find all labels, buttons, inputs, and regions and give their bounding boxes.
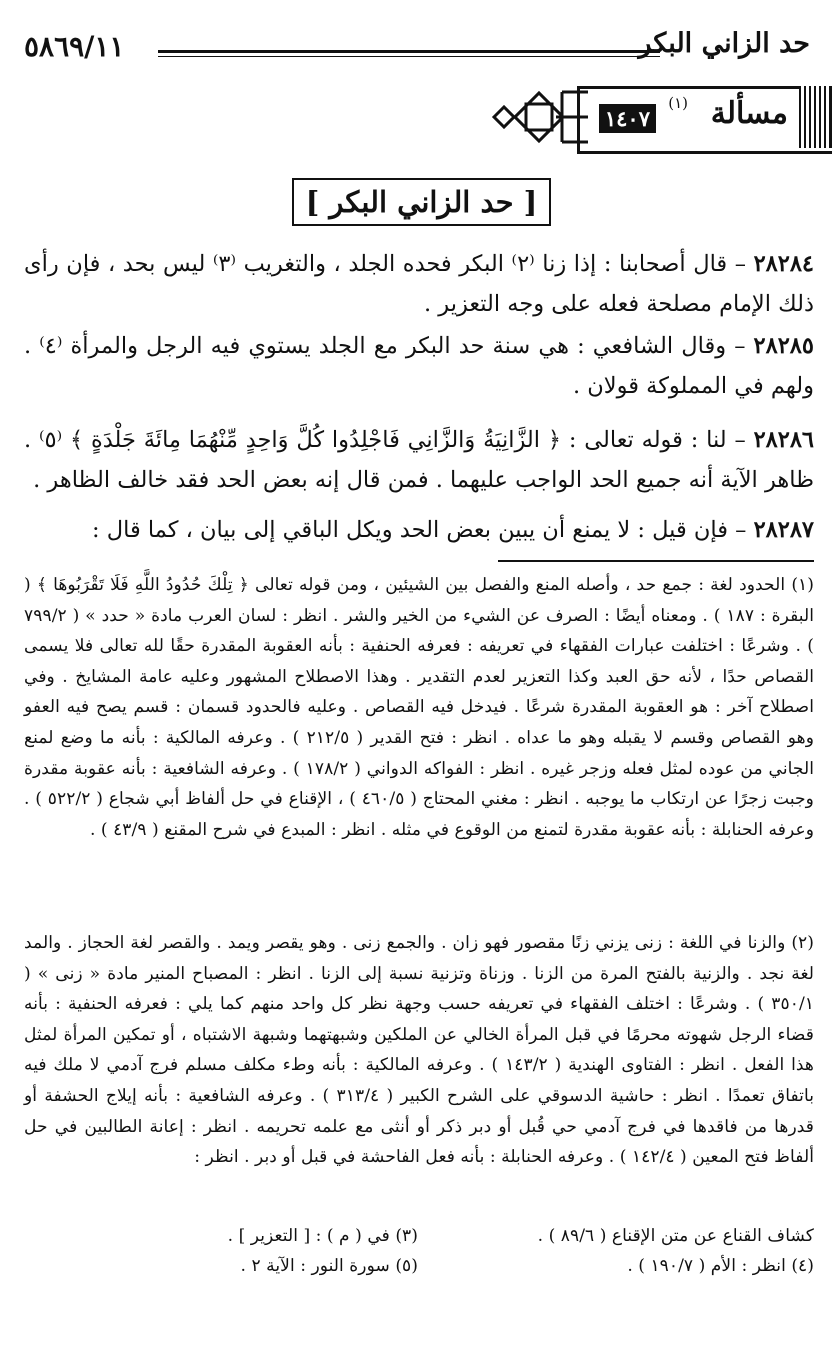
masala-number: ١٤٠٧ [599,104,656,133]
masala-note-ref: (١) [668,94,688,112]
footnote-3: (٣) في ( م ) : [ التعزير ] . [227,1226,418,1246]
running-title: حد الزاني البكر [638,28,810,59]
footnote-2-end: كشاف القناع عن متن الإقناع ( ٨٩/٦ ) . [537,1226,814,1246]
header-rule [158,50,660,53]
footnote-1: (١) الحدود لغة : جمع حد ، وأصله المنع والفصل بين الشيئين ، ومن قوله تعالى ﴿ تِلْكَ حُدُودُ اللَّهِ فَلَا تَقْرَبُوهَا ﴾ ( البقرة : ١٨٧ ) . ومعناه أيضًا : الصرف عن الشيء من الخير والشر . انظر : لسان العرب مادة « حدد » ( ٧٩٩/٢ ) . وشرعًا : اختلفت عبارات الفقهاء في تعريفه : فعرفه الحنفية : بأنه العقوبة المقدرة حقًا لله تعالى فلا يسمى القصاص حدًا ، لأنه حق العبد وكذا التعزير لعدم التقدير . وهذا الاصطلاح المشهور وعليه عامة المشايخ . وفي اصطلاح آخر : هو العقوبة المقدرة شرعًا . فيدخل فيه القصاص . وعليه فالحدود قسمان : قسم يصح فيه العفو وهو القصاص وقسم لا يقبله وهو ما عداه . انظر : فتح القدير ( ٢١٢/٥ ) . وعرفه المالكية : بأنه ما وضع لمنع الجاني من عوده لمثل فعله وزجر غيره . انظر : الفواكه الدواني ( ١٧٨/٢ ) . وعرفه الشافعية : بأنه عقوبة مقدرة وجبت زجرًا عن ارتكاب ما يوجبه . انظر : مغني المحتاج ( ٤٦٠/٥ ) ، الإقناع في حل ألفاظ أبي شجاع ( ٥٢٢/٢ ) . وعرفه الحنابلة : بأنه عقوبة مقدرة لتمنع من الوقوع في مثله . انظر : المبدع في شرح المقنع ( ٤٣/٩ ) . [24,575,814,840]
footnote-5: (٥) سورة النور : الآية ٢ . [240,1256,418,1276]
paragraph-text: – لنا : قوله تعالى : ﴿ الزَّانِيَةُ وَالزَّانِي فَاجْلِدُوا كُلَّ وَاحِدٍ مِّنْهُمَا مِائَةَ جَلْدَةٍ ﴾ ⁽٥⁾ . ظاهر الآية أنه جميع الحد الواجب عليهما . فمن قال إنه بعض الحد فقد خالف الظاهر . [24,427,814,493]
footnote-2: (٢) والزنا في اللغة : زنى يزني زنًا مقصور فهو زان . والجمع زنى . وهو يقصر ويمد . والقصر لغة الحجاز . والمد لغة نجد . والزنية بالفتح المرة من الزنا . وزناة وتزنية نسبة إلى الزنا . انظر : المصباح المنير مادة « زنى » ( ٣٥٠/١ ) . وشرعًا : اختلف الفقهاء في تعريفه حسب وجهة نظر كل واحد منهم كما يلي : فعرفه الحنفية : بأنه قضاء الرجل شهوته محرمًا في قبل المرأة الخالي عن الملكين وشبهتهما وشبهة الاشتباه ، أو تمكين المرأة لمثل هذا الفعل . انظر : الفتاوى الهندية ( ١٤٣/٢ ) . وعرفه المالكية : بأنه وطء مكلف مسلم فرج آدمي لا ملك فيه باتفاق تعمدًا . انظر : حاشية الدسوقي على الشرح الكبير ( ٣١٣/٤ ) . وعرفه الشافعية : بأنه إيلاج الحشفة أو قدرها من فاقدها في فرج آدمي حي قُبل أو دبر ذكر أو أنثى مع علمه تحريمه . انظر : إعانة الطالبين في حل ألفاظ فتح المعين ( ١٤٢/٤ ) . وعرفه الحنابلة : بأنه فعل الفاحشة في قبل أو دبر . انظر : [24,933,814,1168]
header-rule-thin [158,56,660,57]
paragraph-number: ٢٨٢٨٥ [753,333,814,359]
paragraph-number: ٢٨٢٨٧ [753,517,814,543]
ornament-icon [484,86,588,148]
paragraph [24,510,814,550]
masala-label: مسألة [710,96,788,131]
paragraph-number: ٢٨٢٨٦ [753,427,814,453]
paragraph-text: – قال أصحابنا : إذا زنا ⁽٢⁾ البكر فحده الجلد ، والتغريب ⁽٣⁾ ليس بحد ، فإن رأى ذلك الإمام مصلحة فعله على وجه التعزير . [24,251,814,317]
footnote-4: (٤) انظر : الأم ( ١٩٠/٧ ) . [627,1256,814,1276]
paragraph-text: – فإن قيل : لا يمنع أن يبين بعض الحد ويكل الباقي إلى بيان ، كما قال : [92,517,754,543]
paragraph-number: ٢٨٢٨٤ [753,251,814,277]
paragraph [24,420,814,500]
paragraph [24,244,814,324]
section-title: [ حد الزاني البكر ] [292,178,551,226]
paragraph [24,326,814,406]
page-reference: ٥٨٦٩/١١ [24,30,125,63]
footnote-rule [498,560,814,562]
banner-stripes [799,86,832,148]
paragraph-text: – وقال الشافعي : هي سنة حد البكر مع الجلد يستوي فيه الرجل والمرأة ⁽٤⁾ . ولهم في المملوكة قولان . [24,333,814,399]
